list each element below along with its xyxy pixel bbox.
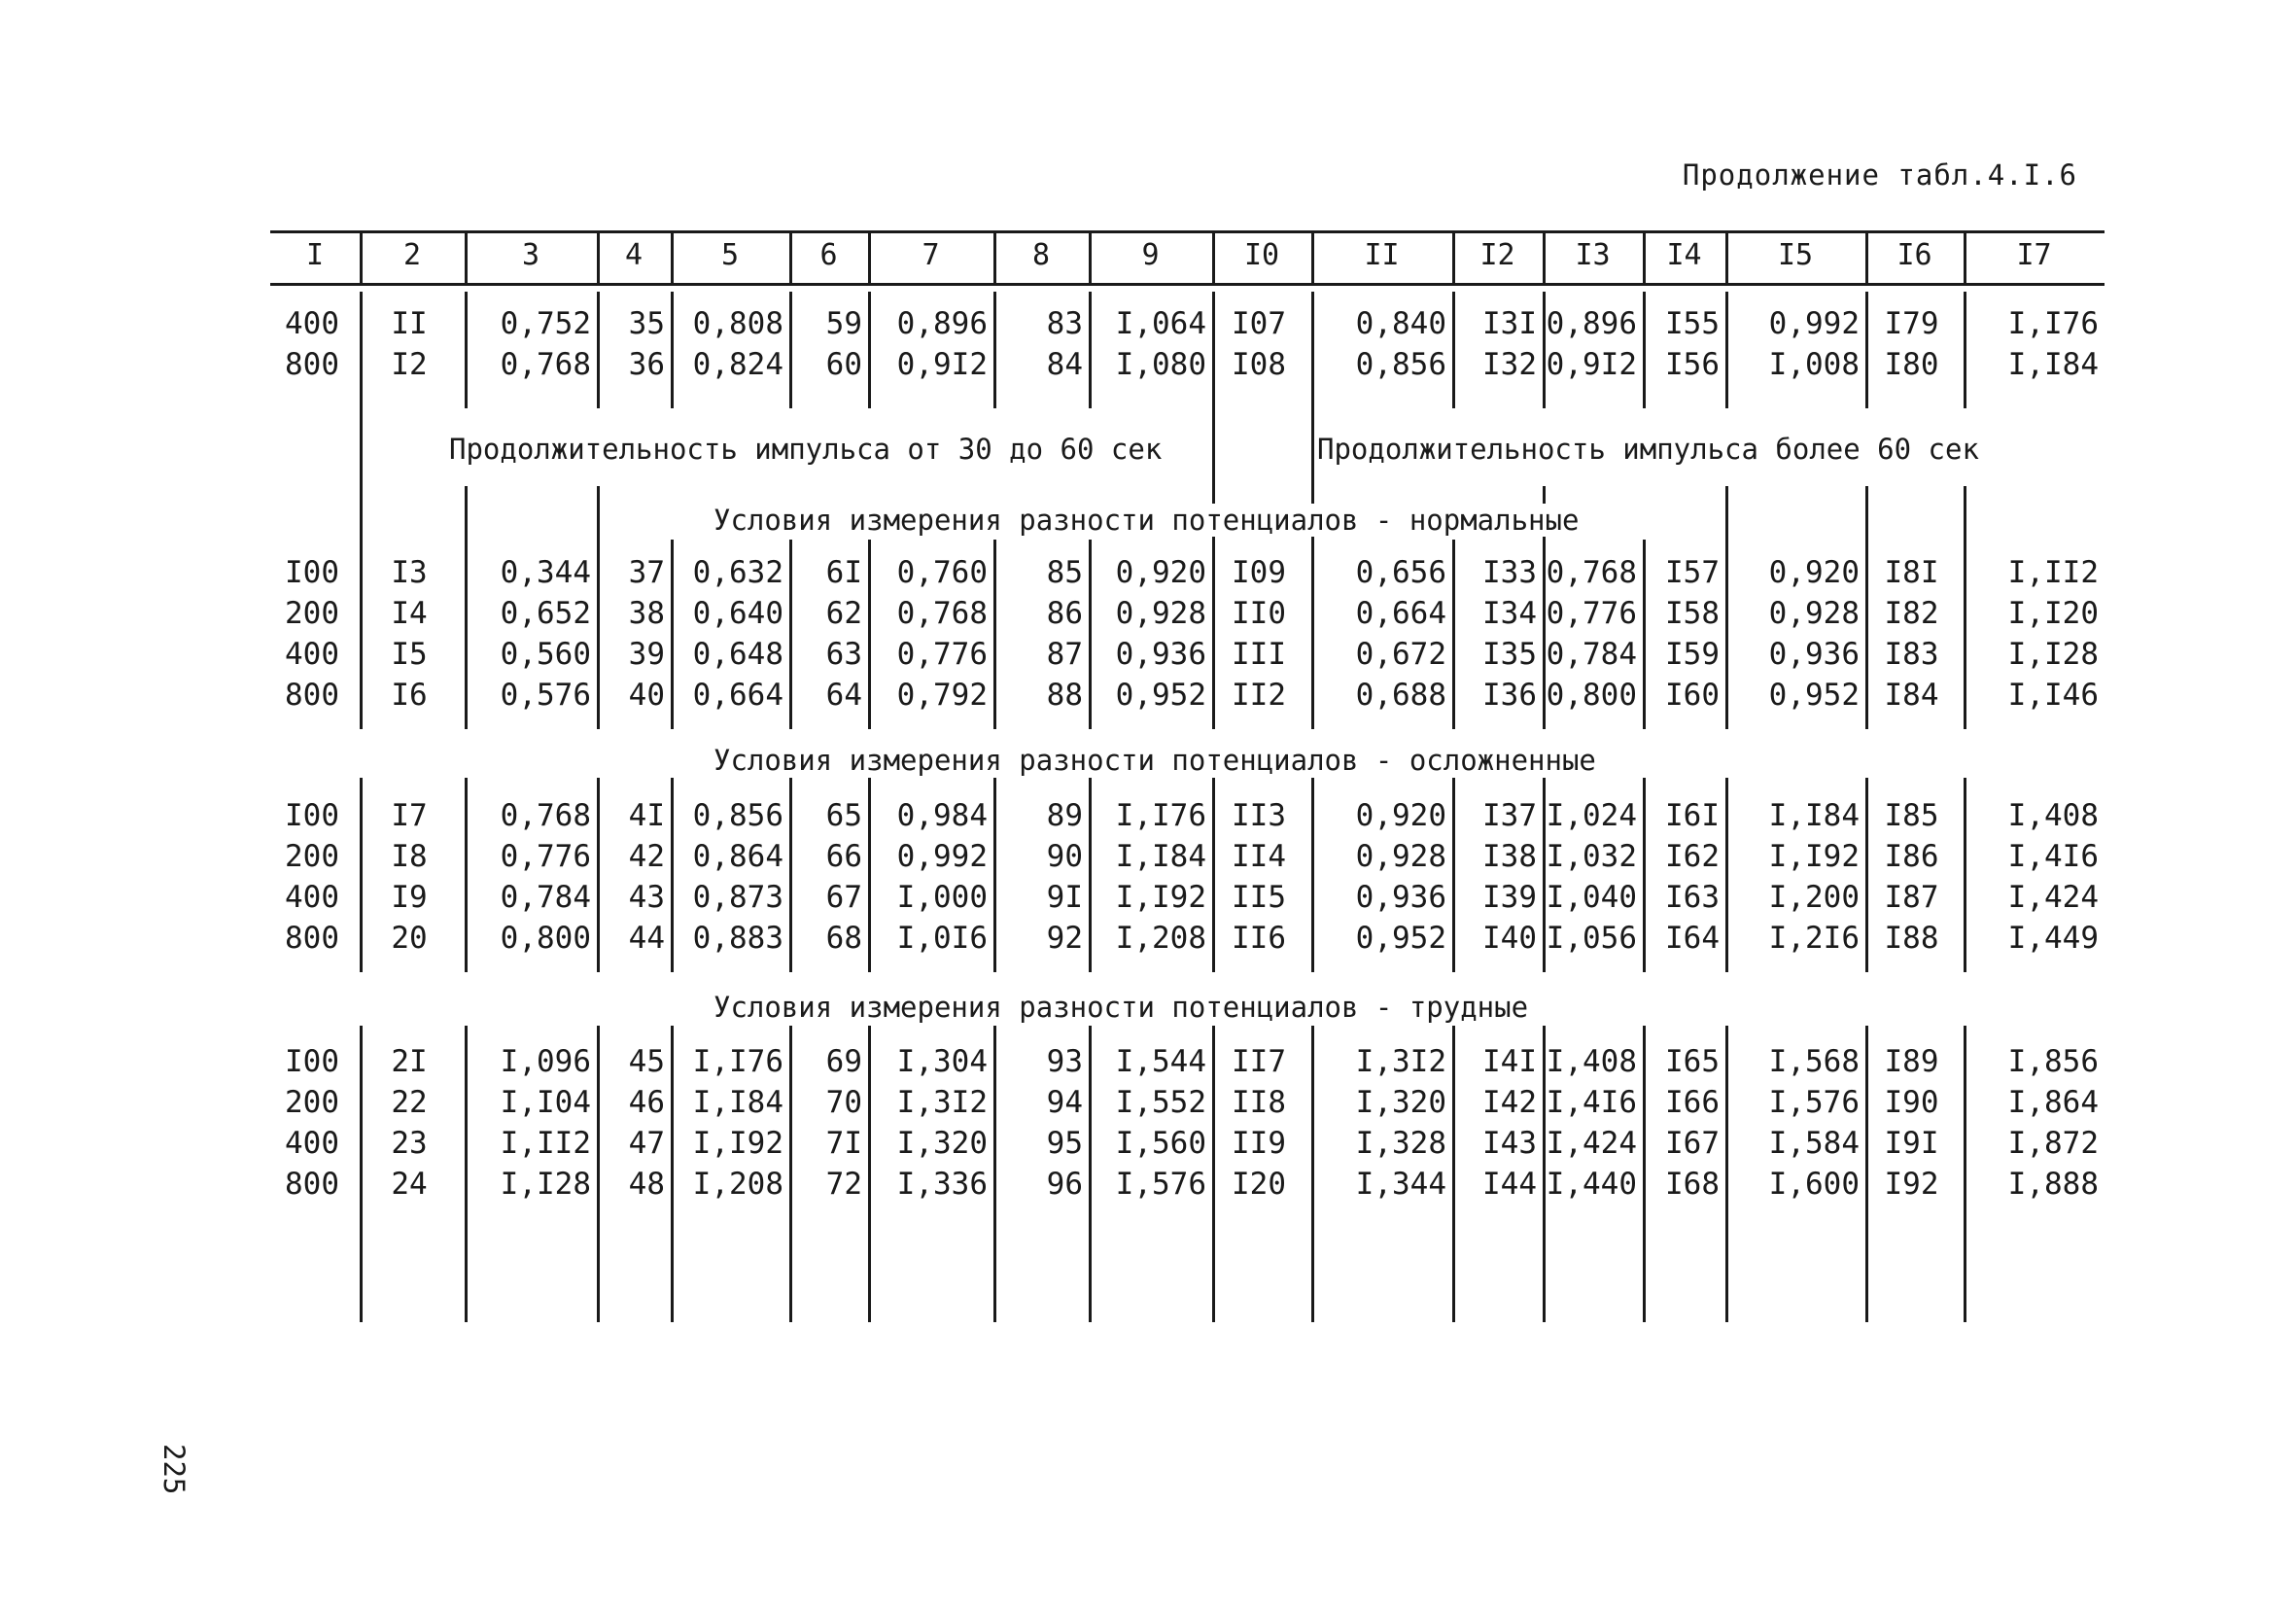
table-cell: 0,664 [1355,596,1446,631]
column-header: I6 [1896,238,1932,272]
table-cell: I82 [1884,596,1939,631]
table-cell: I64 [1665,921,1720,956]
duration-label-right: Продолжительность импульса более 60 сек [1317,433,1979,466]
table-cell: 0,992 [1768,306,1860,341]
table-cell: 0,824 [692,347,783,382]
table-cell: I,3I2 [1355,1044,1446,1079]
table-cell: 0,652 [500,596,591,631]
table-cell: I,560 [1115,1126,1206,1161]
table-cell: III [1232,637,1286,672]
table-cell: I3 [391,555,428,590]
table-cell: I,I28 [2007,637,2099,672]
table-cell: 0,936 [1768,637,1860,672]
column-header: I7 [2016,238,2052,272]
column-header: II [1364,238,1400,272]
table-cell: I,040 [1546,880,1637,915]
table-cell: 0,928 [1115,596,1206,631]
table-cell: I6 [391,678,428,713]
column-header: 3 [521,238,540,272]
table-cell: 0,672 [1355,637,1446,672]
table-cell: I62 [1665,839,1720,874]
table-cell: I79 [1884,306,1939,341]
table-cell: 0,952 [1355,921,1446,956]
table-cell: II8 [1232,1085,1286,1120]
column-header: I3 [1575,238,1611,272]
table-cell: I,I92 [1115,880,1206,915]
table-cell: 90 [1046,839,1083,874]
table-cell: 44 [628,921,665,956]
table-cell: II7 [1232,1044,1286,1079]
table-cell: 45 [628,1044,665,1079]
table-cell: 39 [628,637,665,672]
table-cell: 0,576 [500,678,591,713]
table-cell: 84 [1046,347,1083,382]
table-cell: I,0I6 [896,921,988,956]
table-cell: 94 [1046,1085,1083,1120]
table-cell: 67 [825,880,862,915]
table-cell: 0,776 [500,839,591,874]
table-cell: I,I84 [692,1085,783,1120]
page-title: Продолжение табл.4.I.6 [1682,158,2077,192]
column-header: 5 [720,238,740,272]
table-cell: I8I [1884,555,1939,590]
table-cell: 46 [628,1085,665,1120]
table-cell: I80 [1884,347,1939,382]
table-cell: I,000 [896,880,988,915]
table-cell: I,576 [1768,1085,1860,1120]
table-cell: I38 [1482,839,1537,874]
section-rule [465,486,468,544]
table-cell: I,032 [1546,839,1637,874]
table-cell: 0,776 [1546,596,1637,631]
table-cell: I,208 [1115,921,1206,956]
table-cell: I32 [1482,347,1537,382]
table-cell: I09 [1232,555,1286,590]
table-cell: I,449 [2007,921,2099,956]
table-cell: I57 [1665,555,1720,590]
table-cell: I,I84 [1768,798,1860,833]
section-rule [1865,486,1868,544]
table-cell: 93 [1046,1044,1083,1079]
table-cell: 0,752 [500,306,591,341]
duration-label-left: Продолжительность импульса от 30 до 60 сек [449,433,1163,466]
table-cell: I,I92 [1768,839,1860,874]
table-cell: I,344 [1355,1167,1446,1202]
table-cell: 0,928 [1355,839,1446,874]
table-cell: 0,344 [500,555,591,590]
table-cell: 40 [628,678,665,713]
column-header: I0 [1243,238,1280,272]
column-header: I4 [1666,238,1702,272]
table-cell: I08 [1232,347,1286,382]
table-cell: I4 [391,596,428,631]
table-cell: I84 [1884,678,1939,713]
table-cell: 0,784 [500,880,591,915]
table-cell: 0,952 [1115,678,1206,713]
table-cell: I,440 [1546,1167,1637,1202]
table-cell: I36 [1482,678,1537,713]
table-cell: I,200 [1768,880,1860,915]
section-title: Условия измерения разности потенциалов - осложненные [710,744,1600,777]
table-cell: 70 [825,1085,862,1120]
table-cell: I9 [391,880,428,915]
table-cell: I,320 [896,1126,988,1161]
table-cell: 200 [285,839,339,874]
table-cell: I85 [1884,798,1939,833]
table-cell: 96 [1046,1167,1083,1202]
table-cell: I,576 [1115,1167,1206,1202]
table-cell: 0,896 [896,306,988,341]
table-cell: 0,640 [692,596,783,631]
table-cell: I63 [1665,880,1720,915]
table-cell: I,I76 [1115,798,1206,833]
table-cell: 0,776 [896,637,988,672]
table-cell: 400 [285,880,339,915]
table-cell: 0,768 [1546,555,1637,590]
table-cell: I65 [1665,1044,1720,1079]
table-cell: I,I76 [2007,306,2099,341]
table-cell: I,408 [2007,798,2099,833]
table-cell: II6 [1232,921,1286,956]
table-cell: 42 [628,839,665,874]
table-cell: 0,768 [500,347,591,382]
table-cell: 62 [825,596,862,631]
table-cell: I20 [1232,1167,1286,1202]
table-cell: 64 [825,678,862,713]
table-cell: 200 [285,1085,339,1120]
table-cell: I,4I6 [1546,1085,1637,1120]
table-cell: I42 [1482,1085,1537,1120]
table-cell: I89 [1884,1044,1939,1079]
table-cell: I59 [1665,637,1720,672]
table-cell: I2 [391,347,428,382]
table-cell: I9I [1884,1126,1939,1161]
table-cell: 47 [628,1126,665,1161]
section-rule [360,486,363,544]
table-cell: 800 [285,347,339,382]
table-cell: I67 [1665,1126,1720,1161]
table-cell: 6I [825,555,862,590]
table-cell: I,I84 [2007,347,2099,382]
table-cell: I,600 [1768,1167,1860,1202]
table-cell: 24 [391,1167,428,1202]
table-cell: 0,688 [1355,678,1446,713]
table-cell: I,872 [2007,1126,2099,1161]
table-cell: I6I [1665,798,1720,833]
table-cell: 0,984 [896,798,988,833]
table-cell: 22 [391,1085,428,1120]
table-cell: 66 [825,839,862,874]
table-cell: 60 [825,347,862,382]
table-cell: I,336 [896,1167,988,1202]
table-cell: 36 [628,347,665,382]
table-cell: I,864 [2007,1085,2099,1120]
table-cell: I,008 [1768,347,1860,382]
table-cell: I00 [285,1044,339,1079]
table-cell: I66 [1665,1085,1720,1120]
table-cell: 0,840 [1355,306,1446,341]
table-cell: 400 [285,306,339,341]
table-cell: I5 [391,637,428,672]
table-cell: I58 [1665,596,1720,631]
table-cell: I,I28 [500,1167,591,1202]
duration-rule [360,408,363,486]
table-cell: 48 [628,1167,665,1202]
table-cell: I37 [1482,798,1537,833]
table-cell: 20 [391,921,428,956]
table-cell: I,408 [1546,1044,1637,1079]
table-cell: 0,920 [1355,798,1446,833]
table-cell: 0,920 [1768,555,1860,590]
table-cell: 35 [628,306,665,341]
table-cell: I,320 [1355,1085,1446,1120]
table-cell: 0,9I2 [896,347,988,382]
table-cell: 0,856 [692,798,783,833]
table-cell: 4I [628,798,665,833]
table-cell: 0,664 [692,678,783,713]
table-cell: I,208 [692,1167,783,1202]
table-cell: I92 [1884,1167,1939,1202]
table-cell: I,2I6 [1768,921,1860,956]
table-header-rule [270,283,2105,286]
table-cell: I,056 [1546,921,1637,956]
table-cell: II2 [1232,678,1286,713]
table-cell: 0,9I2 [1546,347,1637,382]
table-cell: II5 [1232,880,1286,915]
table-cell: II [391,306,428,341]
table-cell: 7I [825,1126,862,1161]
table-cell: I,856 [2007,1044,2099,1079]
table-cell: 0,632 [692,555,783,590]
section-rule [1725,486,1728,544]
table-cell: I,544 [1115,1044,1206,1079]
table-cell: 95 [1046,1126,1083,1161]
table-cell: II0 [1232,596,1286,631]
table-cell: 38 [628,596,665,631]
table-cell: II9 [1232,1126,1286,1161]
table-cell: I,I04 [500,1085,591,1120]
table-cell: I,424 [2007,880,2099,915]
table-cell: I8 [391,839,428,874]
table-cell: 85 [1046,555,1083,590]
table-cell: I,304 [896,1044,988,1079]
table-cell: I3I [1482,306,1537,341]
table-cell: 69 [825,1044,862,1079]
table-cell: I,584 [1768,1126,1860,1161]
table-cell: I,4I6 [2007,839,2099,874]
table-cell: 0,920 [1115,555,1206,590]
section-title: Условия измерения разности потенциалов - нормальные [710,504,1583,537]
table-cell: I44 [1482,1167,1537,1202]
table-cell: I,080 [1115,347,1206,382]
table-cell: I,424 [1546,1126,1637,1161]
table-cell: 800 [285,921,339,956]
table-cell: 0,928 [1768,596,1860,631]
table-cell: I55 [1665,306,1720,341]
table-cell: I,024 [1546,798,1637,833]
section-rule [597,486,600,544]
table-cell: I88 [1884,921,1939,956]
table-cell: I,I92 [692,1126,783,1161]
table-cell: I40 [1482,921,1537,956]
table-cell: 9I [1046,880,1083,915]
table-cell: I87 [1884,880,1939,915]
column-header: 8 [1031,238,1051,272]
table-cell: 0,768 [896,596,988,631]
table-cell: 0,952 [1768,678,1860,713]
table-cell: I00 [285,555,339,590]
table-cell: 200 [285,596,339,631]
table-cell: I35 [1482,637,1537,672]
table-cell: 0,792 [896,678,988,713]
table-top-rule [270,230,2105,233]
table-cell: 89 [1046,798,1083,833]
table-cell: I,I20 [2007,596,2099,631]
table-cell: 0,768 [500,798,591,833]
column-header: 2 [402,238,422,272]
table-cell: I56 [1665,347,1720,382]
table-cell: I,888 [2007,1167,2099,1202]
table-cell: 63 [825,637,862,672]
table-cell: 0,760 [896,555,988,590]
table-cell: 23 [391,1126,428,1161]
table-cell: I,3I2 [896,1085,988,1120]
table-cell: 72 [825,1167,862,1202]
table-cell: 0,864 [692,839,783,874]
table-cell: 68 [825,921,862,956]
table-cell: 0,873 [692,880,783,915]
duration-rule [1212,408,1215,486]
table-cell: I43 [1482,1126,1537,1161]
table-cell: 0,808 [692,306,783,341]
table-cell: I60 [1665,678,1720,713]
table-cell: 0,896 [1546,306,1637,341]
table-cell: I,I76 [692,1044,783,1079]
table-cell: 400 [285,1126,339,1161]
table-cell: 0,936 [1115,637,1206,672]
table-cell: 0,936 [1355,880,1446,915]
column-header: 7 [922,238,940,272]
table-cell: 65 [825,798,862,833]
table-cell: 800 [285,1167,339,1202]
table-cell: 0,992 [896,839,988,874]
table-cell: I,064 [1115,306,1206,341]
table-cell: I,096 [500,1044,591,1079]
table-cell: I83 [1884,637,1939,672]
table-cell: I90 [1884,1085,1939,1120]
table-cell: 86 [1046,596,1083,631]
table-cell: I39 [1482,880,1537,915]
duration-rule [1311,408,1314,486]
table-cell: I7 [391,798,428,833]
table-cell: 0,883 [692,921,783,956]
table-cell: 400 [285,637,339,672]
table-cell: 59 [825,306,862,341]
table-cell: I33 [1482,555,1537,590]
table-cell: 88 [1046,678,1083,713]
table-cell: 43 [628,880,665,915]
table-cell: 87 [1046,637,1083,672]
table-cell: I,I84 [1115,839,1206,874]
table-cell: I,568 [1768,1044,1860,1079]
table-cell: 2I [391,1044,428,1079]
column-header: 4 [624,238,644,272]
column-header: I5 [1777,238,1814,272]
table-cell: 83 [1046,306,1083,341]
table-cell: 0,800 [1546,678,1637,713]
table-cell: I07 [1232,306,1286,341]
column-header: I2 [1479,238,1515,272]
table-cell: I,II2 [2007,555,2099,590]
table-cell: I68 [1665,1167,1720,1202]
table-cell: 0,656 [1355,555,1446,590]
table-cell: 0,560 [500,637,591,672]
table-cell: 0,784 [1546,637,1637,672]
table-cell: II4 [1232,839,1286,874]
table-cell: I86 [1884,839,1939,874]
table-cell: I,328 [1355,1126,1446,1161]
section-title: Условия измерения разности потенциалов - трудные [710,991,1532,1024]
table-cell: 37 [628,555,665,590]
table-cell: 0,856 [1355,347,1446,382]
table-cell: 800 [285,678,339,713]
table-cell: II3 [1232,798,1286,833]
table-cell: I34 [1482,596,1537,631]
table-cell: 92 [1046,921,1083,956]
table-cell: I00 [285,798,339,833]
page-number: 225 [157,1444,191,1495]
table-cell: 0,648 [692,637,783,672]
table-cell: I4I [1482,1044,1537,1079]
table-cell: I,II2 [500,1126,591,1161]
table-cell: I,552 [1115,1085,1206,1120]
column-header: I [305,238,325,272]
column-header: 9 [1141,238,1160,272]
table-cell: 0,800 [500,921,591,956]
column-header: 6 [819,238,838,272]
section-rule [1964,486,1966,544]
table-cell: I,I46 [2007,678,2099,713]
